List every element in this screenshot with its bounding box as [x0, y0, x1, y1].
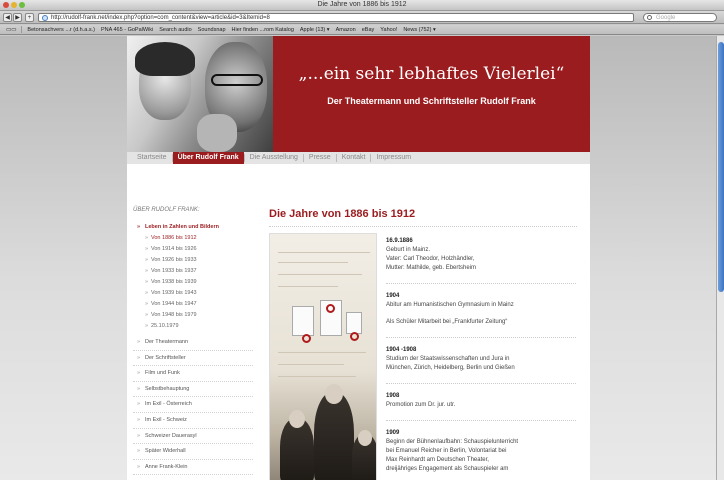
sidebar-item[interactable]: » Im Exil - Österreich	[133, 397, 253, 413]
forward-button[interactable]: ▶	[13, 13, 22, 22]
menu-presse[interactable]: Presse	[308, 154, 331, 161]
sidebar-item[interactable]: » Der Theatermann	[133, 335, 253, 351]
address-bar[interactable]	[38, 13, 634, 22]
browser-toolbar	[0, 11, 724, 24]
highlight-ring-icon	[326, 304, 335, 313]
bookmark-item[interactable]: Betonsachvers ...r (d.h.a.s.)	[27, 26, 95, 33]
sidebar-item[interactable]: » Später Widerhall	[133, 444, 253, 460]
scrollbar-thumb[interactable]	[718, 42, 724, 292]
sidebar-subitem[interactable]: » Von 1914 bis 1926	[133, 244, 253, 255]
sidebar-subitem[interactable]: » Von 1933 bis 1937	[133, 266, 253, 277]
sidebar-subitem[interactable]: » 25.10.1979	[133, 321, 253, 332]
menu-kontakt[interactable]: Kontakt	[341, 154, 366, 161]
document-collage-image[interactable]	[269, 233, 377, 480]
sidebar-subitem[interactable]: » Von 1886 bis 1912	[133, 233, 253, 244]
header-text	[273, 36, 590, 152]
site-header	[127, 36, 590, 152]
site-globe-icon	[42, 15, 48, 21]
menu-ueber-rudolf-frank[interactable]: Über Rudolf Frank	[173, 152, 244, 164]
highlight-ring-icon	[302, 334, 311, 343]
bookmark-item[interactable]: Search audio	[159, 26, 192, 33]
window-title: Die Jahre von 1886 bis 1912	[317, 1, 407, 8]
sidebar-subitem[interactable]: » Von 1944 bis 1947	[133, 299, 253, 310]
stamp-photo	[292, 306, 314, 336]
address-url: http://rudolf-frank.net/index.php?option=com_content&view=article&id=3&Itemid=8	[51, 15, 270, 21]
bookmark-item[interactable]: PNA 465 - GoPalWiki	[100, 26, 154, 33]
main-content	[269, 207, 577, 472]
bookmark-item[interactable]: Hier finden ...rom Katalog	[231, 26, 294, 33]
bookmark-item[interactable]: Yahoo!	[380, 26, 398, 33]
bookmarks-bar	[0, 25, 724, 35]
timeline-text	[386, 237, 576, 480]
add-bookmark-button[interactable]: +	[25, 13, 34, 22]
site-subtitle: Der Theatermann und Schriftsteller Rudolf Frank	[327, 96, 536, 106]
sidebar-subitem[interactable]: » Von 1939 bis 1943	[133, 288, 253, 299]
sidebar-item[interactable]: » Selbstbehauptung	[133, 382, 253, 398]
timeline-entry: 1904 Abitur am Humanistischen Gymnasium in Mainz Als Schüler Mitarbeit bei „Frankfurter Zeitung“	[386, 293, 514, 325]
sidebar-item[interactable]: » Anne Frank-Klein	[133, 460, 253, 476]
highlight-ring-icon	[350, 332, 359, 341]
sidebar-subitem[interactable]: » Von 1938 bis 1939	[133, 277, 253, 288]
header-portrait-photo	[127, 36, 273, 152]
bookmark-item[interactable]: Soundsnap	[197, 26, 226, 33]
bookmark-book-icon[interactable]: ▭▭	[6, 26, 17, 33]
window-titlebar	[0, 0, 724, 11]
bookmark-item[interactable]: Amazon	[335, 26, 356, 33]
search-placeholder: Google	[656, 15, 676, 21]
menu-ausstellung[interactable]: Die Ausstellung	[249, 154, 298, 161]
sidebar-subitem[interactable]: » Von 1926 bis 1933	[133, 255, 253, 266]
vertical-scrollbar[interactable]	[716, 36, 724, 480]
sidebar-item[interactable]: » Schweizer Dauerasyl	[133, 429, 253, 445]
search-icon	[647, 15, 652, 20]
timeline-entry: 1909 Beginn der Bühnenlaufbahn: Schauspielunterricht bei Emanuel Reicher in Berlin, Volontariat bei Max Reinhardt am Deutschen Theater, dreijähriges Engagement als Schauspieler am	[386, 430, 519, 472]
site-title: „...ein sehr lebhaftes Vielerlei“	[298, 64, 565, 84]
bookmark-item[interactable]: Apple (13) ▾	[299, 26, 330, 33]
sidebar-item[interactable]: » Der Schriftsteller	[133, 351, 253, 367]
sidebar-nav	[133, 207, 253, 475]
site-page	[127, 36, 590, 480]
sidebar-heading: ÜBER RUDOLF FRANK:	[133, 207, 200, 213]
bookmark-item[interactable]: News (752) ▾	[403, 26, 436, 33]
timeline-entry: 1904 -1908 Studium der Staatswissenschaften und Jura in München, Zürich, Heidelberg, Berlin und Gießen	[386, 347, 515, 371]
main-menu	[127, 152, 590, 164]
menu-impressum[interactable]: Impressum	[376, 154, 412, 161]
sidebar-subitem[interactable]: » Von 1948 bis 1979	[133, 310, 253, 321]
page-title: Die Jahre von 1886 bis 1912	[269, 207, 577, 227]
back-button[interactable]: ◀	[3, 13, 12, 22]
bookmark-item[interactable]: eBay	[361, 26, 375, 33]
timeline-entry: 16.9.1886 Geburt in Mainz. Vater: Carl Theodor, Holzhändler, Mutter: Mathilde, geb. Ebertsheim	[386, 238, 477, 271]
menu-startseite[interactable]: Startseite	[137, 154, 167, 161]
page-viewport	[0, 36, 716, 480]
search-field[interactable]	[643, 13, 717, 22]
sidebar-item[interactable]: » Im Exil - Schweiz	[133, 413, 253, 429]
timeline-entry: 1908 Promotion zum Dr. jur. utr.	[386, 393, 456, 408]
sidebar-item-leben[interactable]: » Leben in Zahlen und Bildern	[133, 222, 253, 233]
sidebar-item[interactable]: » Film und Funk	[133, 366, 253, 382]
stamp-photo	[346, 312, 362, 334]
